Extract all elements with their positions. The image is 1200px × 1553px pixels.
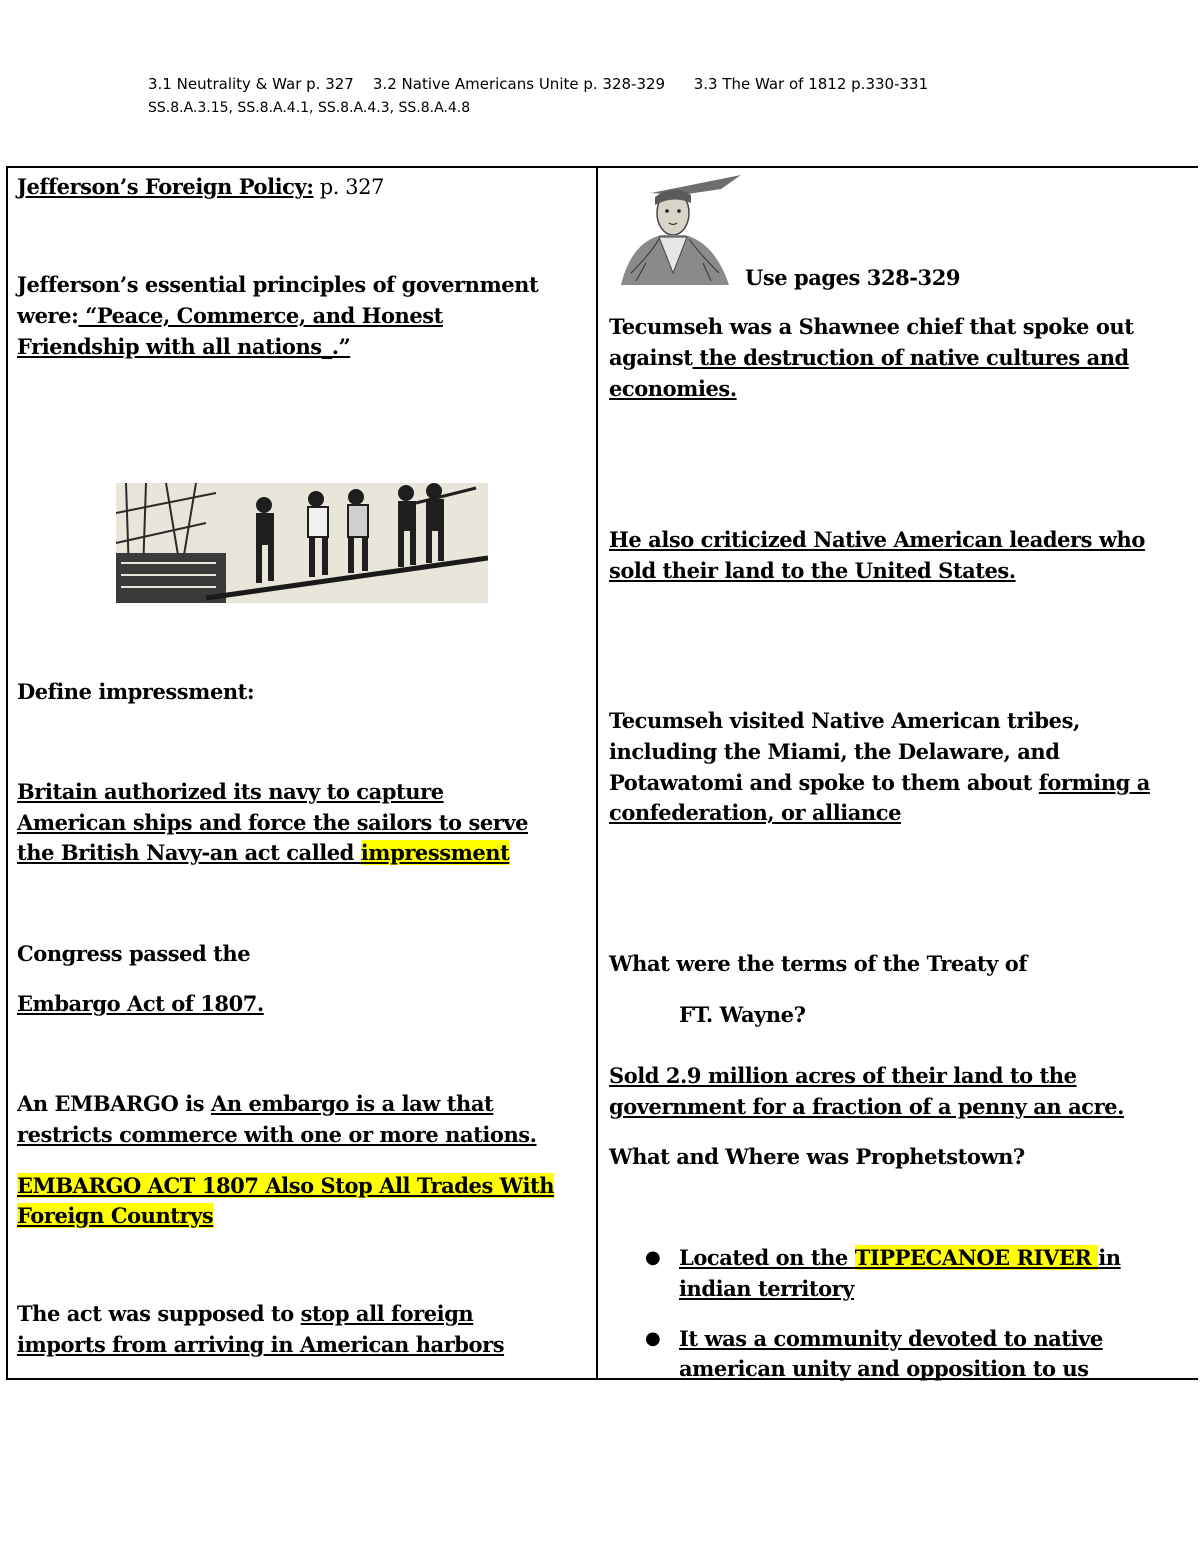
impressment-line-2: American ships and force the sailors to serve <box>17 810 529 835</box>
tippecanoe-highlight: TIPPECANOE RIVER <box>854 1245 1099 1270</box>
tecumseh-line-3: economies. <box>609 376 737 401</box>
visited-line-2: including the Miami, the Delaware, and <box>609 739 1060 764</box>
embargo-note-highlight-1: EMBARGO ACT 1807 Also Stop All Trades With <box>17 1173 555 1198</box>
principles-line-3: Friendship with all nations_.” <box>17 334 351 359</box>
prophetstown-question: What and Where was Prophetstown? <box>609 1144 1025 1169</box>
principles-line-1: Jefferson’s essential principles of government <box>17 272 539 297</box>
treaty-question-line-1: What were the terms of the Treaty of <box>609 951 1027 976</box>
principles-line-2 <box>17 300 443 331</box>
embargo-note-line-2 <box>17 1200 213 1231</box>
treaty-answer-line-2: government for a fraction of a penny an acre. <box>609 1094 1124 1119</box>
principles-answer-a: “Peace, Commerce, and Honest <box>78 303 443 328</box>
tecumseh-portrait-icon <box>611 173 745 285</box>
header-standards: SS.8.A.3.15, SS.8.A.4.1, SS.8.A.4.3, SS.8.A.4.8 <box>148 100 471 116</box>
act-purpose-line-2: imports from arriving in American harbors <box>17 1332 505 1357</box>
section-title <box>17 171 384 203</box>
tecumseh-line-1: Tecumseh was a Shawnee chief that spoke out <box>609 314 1134 339</box>
tecumseh-answer-a: the destruction of native cultures and <box>692 345 1129 370</box>
visited-answer-a: forming a <box>1038 770 1150 795</box>
header-units: 3.1 Neutrality & War p. 327 3.2 Native Americans Unite p. 328-329 3.3 The War of 1812 p.330-331 <box>148 75 929 93</box>
act-purpose-answer-a: stop all foreign <box>300 1301 474 1326</box>
treaty-question-line-2: FT. Wayne? <box>679 1002 806 1027</box>
visited-line-3 <box>609 767 1150 798</box>
visited-prefix: Potawatomi and spoke to them about <box>609 770 1039 795</box>
title-page: p. 327 <box>313 175 384 199</box>
principles-prefix: were: <box>17 303 79 328</box>
bullet-1-line-2: indian territory <box>679 1276 855 1301</box>
bullet-icon: ● <box>645 1247 661 1268</box>
embargo-def-line-2: restricts commerce with one or more nations. <box>17 1122 537 1147</box>
bullet-1-text-c: in <box>1098 1245 1121 1270</box>
impressment-line-1: Britain authorized its navy to capture <box>17 779 444 804</box>
bullet-2-line-1: It was a community devoted to native <box>679 1326 1103 1351</box>
congress-label: Congress passed the <box>17 941 251 966</box>
embargo-def-answer-a: An embargo is a law that <box>210 1091 494 1116</box>
tecumseh-line-2 <box>609 342 1129 373</box>
visited-line-1: Tecumseh visited Native American tribes, <box>609 708 1080 733</box>
visited-line-4: confederation, or alliance <box>609 800 901 825</box>
bullet-1-text-a: Located on the <box>679 1245 855 1270</box>
column-divider <box>596 166 598 1380</box>
embargo-note-line-1 <box>17 1170 554 1201</box>
embargo-def-line-1 <box>17 1088 493 1119</box>
sailors-impressment-icon <box>116 483 488 603</box>
impressment-line-3-text: the British Navy-an act called <box>17 840 361 865</box>
bullet-1-line-1 <box>679 1242 1121 1273</box>
impressment-line-3 <box>17 837 509 868</box>
embargo-note-highlight-2: Foreign Countrys <box>17 1203 214 1228</box>
impressment-term-highlight: impressment <box>360 840 510 865</box>
impressment-illustration <box>116 483 488 603</box>
tecumseh-portrait <box>611 173 745 285</box>
criticized-line-1: He also criticized Native American leaders who <box>609 527 1145 552</box>
bullet-2-line-2: american unity and opposition to us <box>679 1356 1089 1381</box>
treaty-answer-line-1: Sold 2.9 million acres of their land to the <box>609 1063 1077 1088</box>
tecumseh-prefix: against <box>609 345 693 370</box>
bullet-icon: ● <box>645 1328 661 1349</box>
act-purpose-prefix: The act was supposed to <box>17 1301 301 1326</box>
embargo-act-answer: Embargo Act of 1807. <box>17 991 264 1016</box>
title-text: Jefferson’s Foreign Policy: <box>17 174 314 199</box>
use-pages: Use pages 328-329 <box>745 265 961 290</box>
criticized-line-2: sold their land to the United States. <box>609 558 1016 583</box>
act-purpose-line-1 <box>17 1298 473 1329</box>
define-label: Define impressment: <box>17 679 255 704</box>
embargo-def-prefix: An EMBARGO is <box>17 1091 211 1116</box>
